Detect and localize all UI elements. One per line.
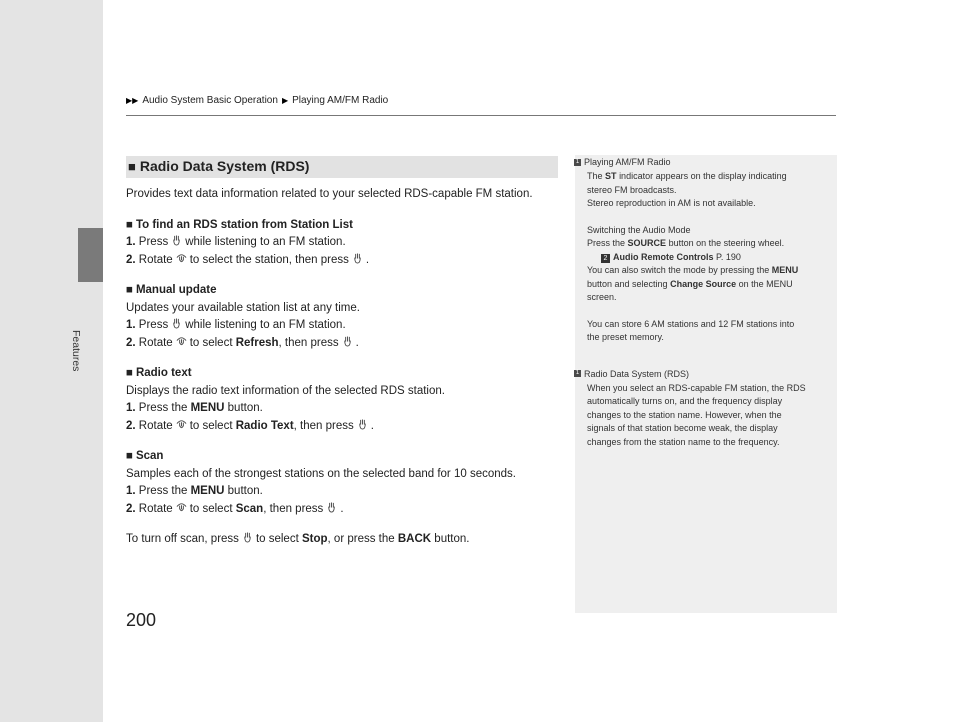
press-knob-icon xyxy=(171,318,182,329)
subheading-radio-text: ■ Radio text xyxy=(126,367,192,379)
intro-text: Provides text data information related to your selected RDS-capable FM station. xyxy=(126,188,533,200)
note-marker-icon: 1 xyxy=(575,370,580,376)
press-knob-icon xyxy=(326,502,337,513)
breadcrumb-arrow-icon: ▶▶ xyxy=(126,96,139,105)
breadcrumb xyxy=(126,95,388,106)
press-knob-icon xyxy=(242,532,253,543)
rotate-knob-icon xyxy=(176,502,187,513)
note-marker-icon: 1 xyxy=(575,158,580,165)
main-content xyxy=(126,156,558,548)
rotate-knob-icon xyxy=(176,336,187,347)
square-bullet-icon: ■ xyxy=(126,367,133,379)
description: Samples each of the strongest stations on the selected band for 10 seconds. xyxy=(126,467,516,480)
rotate-knob-icon xyxy=(176,419,187,430)
press-knob-icon xyxy=(357,419,368,430)
section-title: ■ Radio Data System (RDS) xyxy=(126,156,558,178)
square-bullet-icon: ■ xyxy=(126,218,133,231)
press-knob-icon xyxy=(171,235,182,246)
subheading-manual-update: ■ Manual update xyxy=(126,284,217,296)
step: 1. Press while listening to an FM station. xyxy=(126,319,346,331)
step: 2. Rotate to select Refresh, then press . xyxy=(126,336,359,349)
breadcrumb-part-2: Playing AM/FM Radio xyxy=(292,95,389,106)
step: 2. Rotate to select the station, then press . xyxy=(126,253,370,266)
subheading-scan: ■ Scan xyxy=(126,450,164,462)
subheading-station-list: ■ To find an RDS station from Station List xyxy=(126,218,353,231)
square-bullet-icon: ■ xyxy=(126,284,133,296)
side-tab-marker xyxy=(78,228,103,282)
description: Displays the radio text information of the selected RDS station. xyxy=(126,384,445,397)
header-divider xyxy=(126,115,836,116)
press-knob-icon xyxy=(342,336,353,347)
cross-reference[interactable]: 2 Audio Remote Controls P. 190 xyxy=(587,251,827,265)
rotate-knob-icon xyxy=(176,253,187,264)
step: 1. Press the MENU button. xyxy=(126,485,263,497)
step: 2. Rotate to select Scan, then press . xyxy=(126,502,344,515)
sidebar-notes xyxy=(575,155,837,613)
step: 2. Rotate to select Radio Text, then press . xyxy=(126,419,374,432)
square-bullet-icon: ■ xyxy=(126,450,133,462)
note-rds: 1 Radio Data System (RDS) When you select an RDS-capable FM station, the RDS automatically turns on, and the frequency display changes to the station name. However, when the signals of that station become weak, the display changes from the station name to the frequency. xyxy=(575,368,806,447)
press-knob-icon xyxy=(352,253,363,264)
reference-arrow-icon: 2 xyxy=(601,254,610,263)
scan-off-text: To turn off scan, press to select Stop, or press the BACK button. xyxy=(126,533,470,545)
note-title: Playing AM/FM Radio xyxy=(584,157,671,167)
page-number: 200 xyxy=(126,610,157,630)
step: 1. Press the MENU button. xyxy=(126,402,263,414)
note-playing-am-fm: 1 Playing AM/FM Radio The ST indicator appears on the display indicating stereo FM broadcasts. Stereo reproduction in AM is not available. Switching the Audio Mode Press the SOURCE button on the steering wheel. 2 Audio Remote Controls P. 190 You can also switch the mode by pressing the MENU button and selecting Change Source on the MENU screen. You can store 6 AM stations and 12 FM stations into the preset memory. xyxy=(575,155,837,345)
note-title: Radio Data System (RDS) xyxy=(584,368,690,379)
breadcrumb-part-1: Audio System Basic Operation xyxy=(142,95,278,106)
breadcrumb-arrow-icon: ▶ xyxy=(281,96,289,105)
side-tab-label: Features xyxy=(70,330,82,372)
side-tab xyxy=(0,0,103,722)
description: Updates your available station list at any time. xyxy=(126,301,360,314)
square-bullet-icon: ■ xyxy=(128,159,136,175)
step: 1. Press while listening to an FM station. xyxy=(126,236,346,248)
